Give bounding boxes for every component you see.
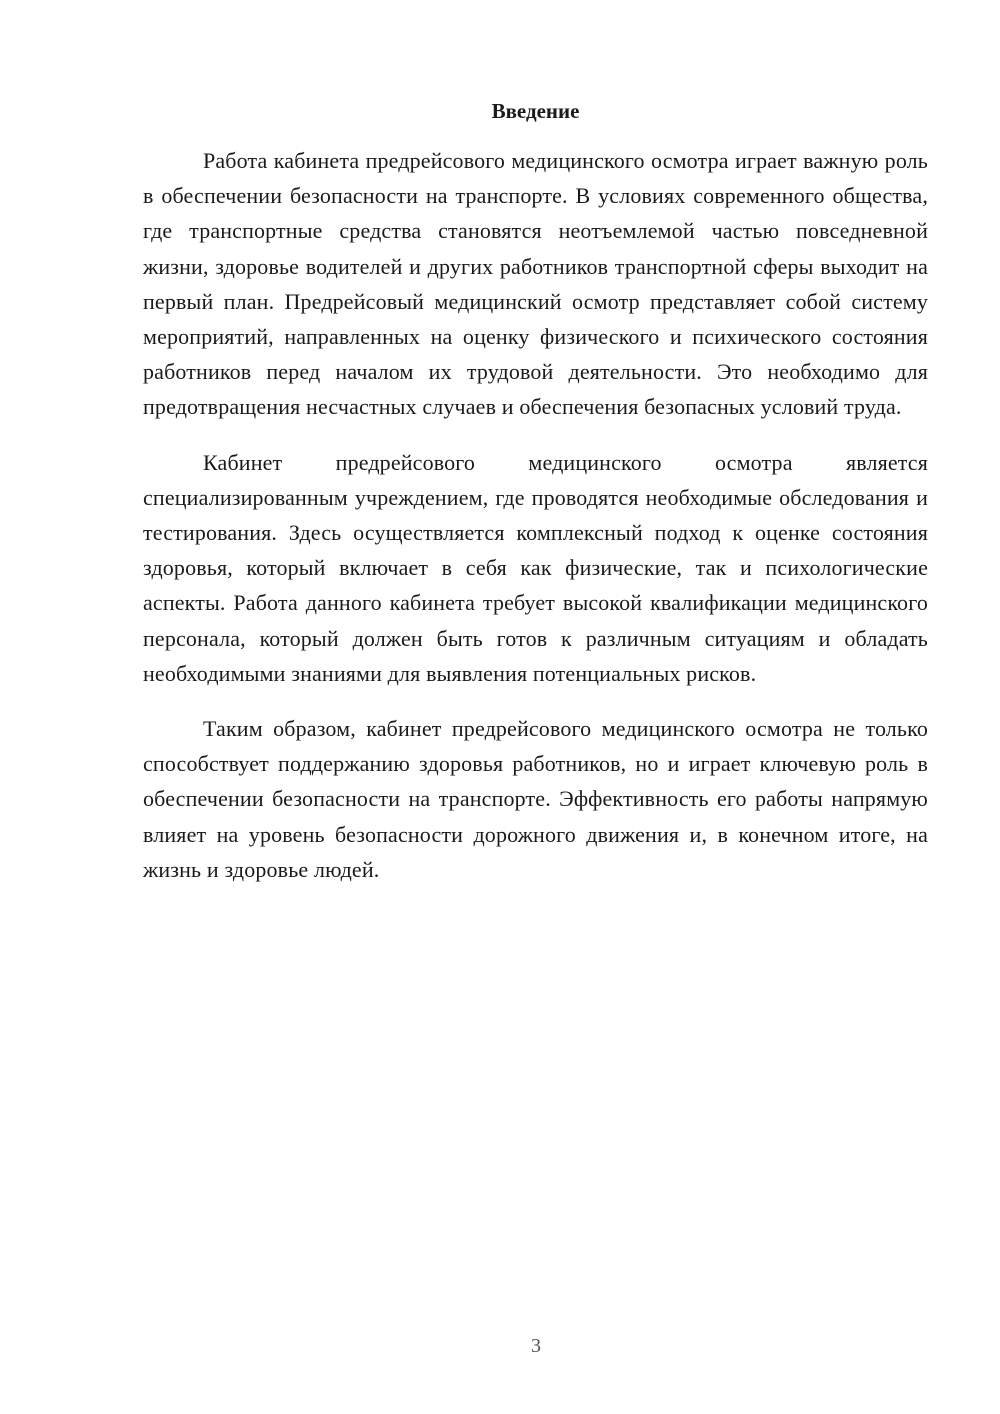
document-body — [143, 143, 928, 907]
page-number: 3 — [531, 1335, 541, 1357]
paragraph-1: Работа кабинета предрейсового медицинского осмотра играет важную роль в обеспечении безопасности на транспорте. В условиях современного общества, где транспортные средства становятся неотъемлемой частью повседневной жизни, здоровье водителей и других работников транспортной сферы выходит на первый план. Предрейсовый медицинский осмотр представляет собой систему мероприятий, направленных на оценку физического и психического состояния работников перед началом их трудовой деятельности. Это необходимо для предотвращения несчастных случаев и обеспечения безопасных условий труда. — [143, 148, 928, 420]
section-title: Введение — [491, 99, 580, 123]
paragraph-2: Кабинет предрейсового медицинского осмотра является специализированным учреждением, где проводятся необходимые обследования и тестирования. Здесь осуществляется комплексный подход к оценке состояния здоровья, который включает в себя как физические, так и психологические аспекты. Работа данного кабинета требует высокой квалификации медицинского персонала, который должен быть готов к различным ситуациям и обладать необходимыми знаниями для выявления потенциальных рисков. — [143, 449, 928, 686]
paragraph-3: Таким образом, кабинет предрейсового медицинского осмотра не только способствует поддержанию здоровья работников, но и играет ключевую роль в обеспечении безопасности на транспорте. Эффективность его работы напрямую влияет на уровень безопасности дорожного движения и, в конечном итоге, на жизнь и здоровье людей. — [143, 716, 928, 882]
